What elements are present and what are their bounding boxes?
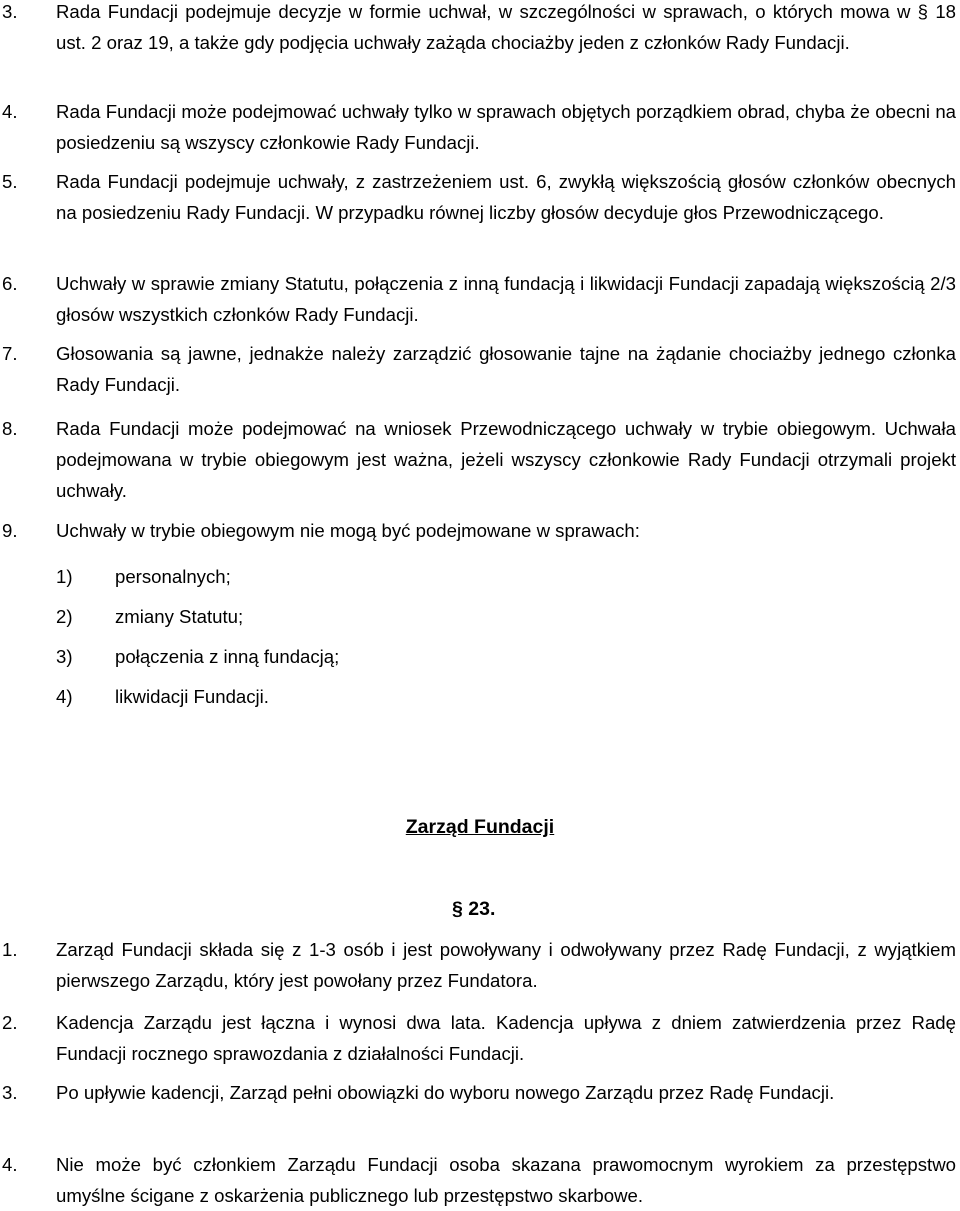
paragraph-8 (0, 413, 956, 506)
paragraph-number: 9. (2, 520, 18, 541)
paragraph-number: 8. (2, 418, 18, 439)
list-item-text: połączenia z inną fundacją; (115, 646, 340, 667)
paragraph-text: Rada Fundacji może podejmować uchwały tylko w sprawach objętych porządkiem obrad, chyba że obecni na posiedzeniu są wszyscy członkowie Rady Fundacji. (56, 101, 956, 153)
paragraph-text: Kadencja Zarządu jest łączna i wynosi dwa lata. Kadencja upływa z dniem zatwierdzenia przez Radę Fundacji rocznego sprawozdania z działalności Fundacji. (56, 1012, 956, 1064)
paragraph-6 (0, 268, 956, 330)
paragraph-number: 2. (2, 1012, 18, 1033)
list-item-text: zmiany Statutu; (115, 606, 244, 627)
paragraph-1 (0, 934, 956, 996)
list-item-number: 4) (56, 686, 73, 707)
paragraph-7 (0, 338, 956, 400)
paragraph-text: Uchwały w trybie obiegowym nie mogą być podejmowane w sprawach: (56, 520, 640, 541)
section-number: § 23. (452, 898, 496, 920)
paragraph-text: Rada Fundacji może podejmować na wniosek Przewodniczącego uchwały w trybie obiegowym. Uchwała podejmowana w trybie obiegowym jest ważna, jeżeli wszyscy członkowie Rady Fundacji otrzymali projekt uchwały. (56, 418, 956, 501)
list-item-text: likwidacji Fundacji. (115, 686, 269, 707)
paragraph-2 (0, 1007, 956, 1069)
paragraph-text: Zarząd Fundacji składa się z 1-3 osób i jest powoływany i odwoływany przez Radę Fundacji, z wyjątkiem pierwszego Zarządu, który jest powołany przez Fundatora. (56, 939, 956, 991)
paragraph-3b (0, 1077, 956, 1108)
paragraph-text: Po upływie kadencji, Zarząd pełni obowiązki do wyboru nowego Zarządu przez Radę Fundacji. (56, 1082, 835, 1103)
list-item-number: 1) (56, 566, 73, 587)
list-item-number: 3) (56, 646, 73, 667)
list-item-text: personalnych; (115, 566, 231, 587)
paragraph-text: Rada Fundacji podejmuje uchwały, z zastrzeżeniem ust. 6, zwykłą większością głosów członków obecnych na posiedzeniu Rady Fundacji. W przypadku równej liczby głosów decyduje głos Przewodniczącego. (56, 171, 956, 223)
paragraph-4b (0, 1149, 956, 1211)
section-heading-text: Zarząd Fundacji (405, 816, 555, 838)
paragraph-number: 7. (2, 343, 18, 364)
paragraph-number: 3. (2, 1082, 18, 1103)
paragraph-text: Uchwały w sprawie zmiany Statutu, połączenia z inną fundacją i likwidacji Fundacji zapadają większością 2/3 głosów wszystkich członków Rady Fundacji. (56, 273, 956, 325)
section-heading (0, 812, 960, 842)
list-item-number: 2) (56, 606, 73, 627)
paragraph-number: 4. (2, 101, 18, 122)
paragraph-text: Rada Fundacji podejmuje decyzje w formie uchwał, w szczególności w sprawach, o których mowa w § 18 ust. 2 oraz 19, a także gdy podjęcia uchwały zażąda chociażby jeden z członków Rady Fundacji. (56, 1, 956, 53)
paragraph-text: Nie może być członkiem Zarządu Fundacji osoba skazana prawomocnym wyrokiem za przestępstwo umyślne ścigane z oskarżenia publicznego lub przestępstwo skarbowe. (56, 1154, 956, 1206)
paragraph-number: 3. (2, 1, 18, 22)
paragraph-4 (0, 96, 956, 158)
paragraph-number: 1. (2, 939, 18, 960)
paragraph-number: 5. (2, 171, 18, 192)
paragraph-text: Głosowania są jawne, jednakże należy zarządzić głosowanie tajne na żądanie chociażby jednego członka Rady Fundacji. (56, 343, 956, 395)
paragraph-number: 4. (2, 1154, 18, 1175)
paragraph-3 (0, 0, 956, 58)
paragraph-5 (0, 166, 956, 228)
paragraph-9 (0, 515, 956, 546)
paragraph-number: 6. (2, 273, 18, 294)
